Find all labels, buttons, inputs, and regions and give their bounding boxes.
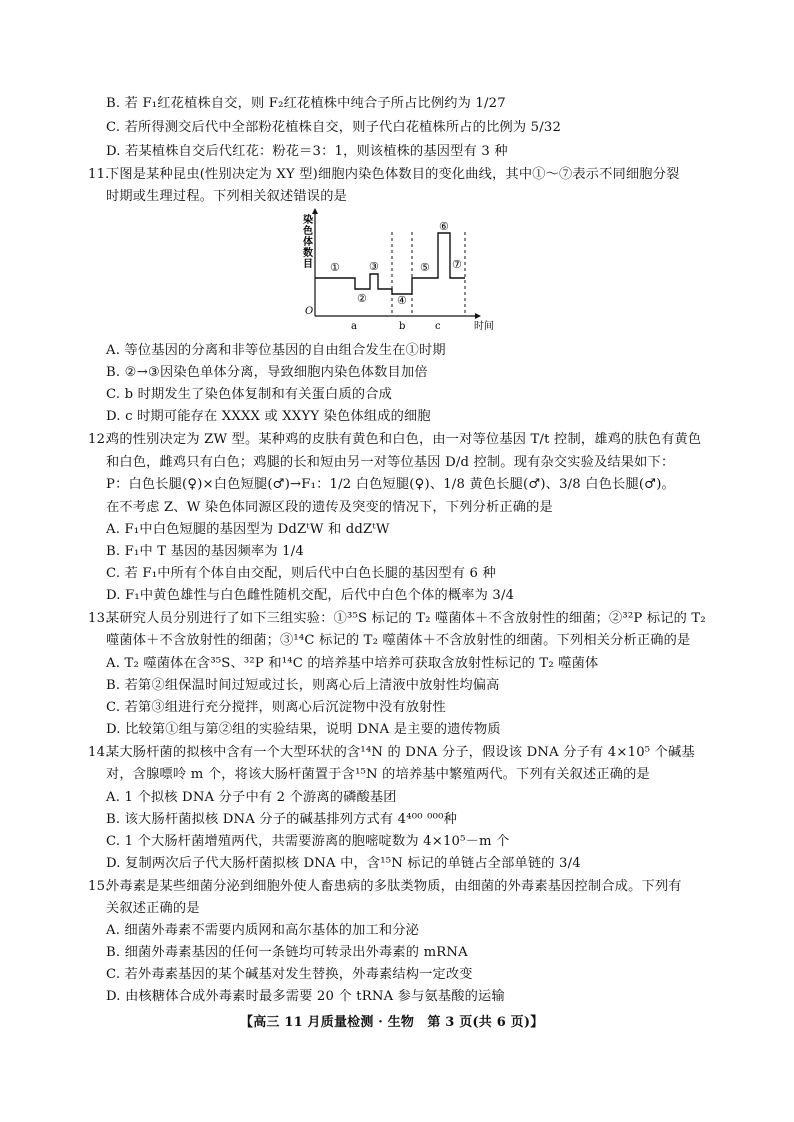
figure-ylabel-5: 目 xyxy=(303,259,313,270)
q10-option-c: C. 若所得测交后代中全部粉花植株自交，则子代白花植株所占的比例为 5/32 xyxy=(106,120,562,135)
q15-option-c: C. 若外毒素基因的某个碱基对发生替换，外毒素结构一定改变 xyxy=(106,967,473,982)
q14-option-a: A. 1 个拟核 DNA 分子中有 2 个游离的磷酸基团 xyxy=(106,790,397,805)
q12-option-b: B. F₁中 T 基因的基因频率为 1/4 xyxy=(106,544,304,559)
x-axis-arrow xyxy=(475,313,481,319)
chromosome-count-figure xyxy=(300,208,500,333)
q11-option-d: D. c 时期可能存在 XXXX 或 XXYY 染色体组成的细胞 xyxy=(106,409,431,424)
q13-number: 13. xyxy=(88,611,110,626)
q12-stem-3: P：白色长腿(♀)×白色短腿(♂)→F₁：1/2 白色短腿(♀)、1/8 黄色长腿(♂)、3/8 白色长腿(♂)。 xyxy=(106,477,675,492)
stage-label-6: ⑥ xyxy=(439,220,449,233)
q13-option-d: D. 比较第①组与第②组的实验结果，说明 DNA 是主要的遗传物质 xyxy=(106,722,501,737)
q12-stem-4: 在不考虑 Z、W 染色体同源区段的遗传及突变的情况下，下列分析正确的是 xyxy=(106,500,553,515)
q11-number: 11. xyxy=(88,167,110,182)
q10-option-b: B. 若 F₁红花植株自交，则 F₂红花植株中纯合子所占比例约为 1/27 xyxy=(106,96,506,111)
stage-label-7: ⑦ xyxy=(452,258,462,271)
q11-option-c: C. b 时期发生了染色体复制和有关蛋白质的合成 xyxy=(106,387,392,402)
stage-label-2: ② xyxy=(357,292,367,305)
q15-number: 15. xyxy=(88,879,110,894)
period-label-a: a xyxy=(351,321,357,332)
q13-stem-1: 某研究人员分别进行了如下三组实验：①³⁵S 标记的 T₂ 噬菌体＋不含放射性的细菌；②³²P 标记的 T₂ xyxy=(106,611,706,626)
stage-label-1: ① xyxy=(330,261,340,274)
q15-option-d: D. 由核糖体合成外毒素时最多需要 20 个 tRNA 参与氨基酸的运输 xyxy=(106,989,505,1004)
q14-stem-2: 对，含腺嘌呤 m 个，将该大肠杆菌置于含¹⁵N 的培养基中繁殖两代。下列有关叙述正确的是 xyxy=(106,767,650,782)
q10-option-d: D. 若某植株自交后代红花：粉花＝3：1，则该植株的基因型有 3 种 xyxy=(106,144,508,159)
page-footer: 【高三 11 月质量检测 · 生物 第 3 页(共 6 页)】 xyxy=(240,1015,544,1030)
figure-ylabel-2: 色 xyxy=(303,226,313,237)
figure-ylabel-1: 染 xyxy=(303,215,313,226)
q13-option-b: B. 若第②组保温时间过短或过长，则离心后上清液中放射性均偏高 xyxy=(106,678,500,693)
q12-option-c: C. 若 F₁中所有个体自由交配，则后代中白色长腿的基因型有 6 种 xyxy=(106,566,496,581)
stage-label-4: ④ xyxy=(397,294,407,307)
q13-option-a: A. T₂ 噬菌体在含³⁵S、³²P 和¹⁴C 的培养基中培养可获取含放射性标记的 T₂ 噬菌体 xyxy=(106,656,599,671)
q12-stem-2: 和白色，雌鸡只有白色；鸡腿的长和短由另一对等位基因 D/d 控制。现有杂交实验及结果如下： xyxy=(106,455,675,470)
q11-stem-2: 时期或生理过程。下列相关叙述错误的是 xyxy=(106,189,347,204)
period-label-c: c xyxy=(435,321,441,332)
y-axis-arrow xyxy=(312,208,318,214)
q14-option-d: D. 复制两次后子代大肠杆菌拟核 DNA 中，含¹⁵N 标记的单链占全部单链的 3/4 xyxy=(106,856,581,871)
q15-option-b: B. 细菌外毒素基因的任何一条链均可转录出外毒素的 mRNA xyxy=(106,945,468,960)
q14-option-b: B. 该大肠杆菌拟核 DNA 分子的碱基排列方式有 4⁴⁰⁰ ⁰⁰⁰种 xyxy=(106,812,457,827)
q13-stem-2: 噬菌体＋不含放射性的细菌；③¹⁴C 标记的 T₂ 噬菌体＋不含放射性的细菌。下列相关分析正确的是 xyxy=(106,633,691,648)
q11-stem-1: 下图是某种昆虫(性别决定为 XY 型)细胞内染色体数目的变化曲线，其中①～⑦表示不同细胞分裂 xyxy=(106,167,680,182)
q15-stem-1: 外毒素是某些细菌分泌到细胞外使人畜患病的多肽类物质，由细菌的外毒素基因控制合成。下列有 xyxy=(106,879,682,894)
q11-option-a: A. 等位基因的分离和非等位基因的自由组合发生在①时期 xyxy=(106,343,446,358)
q12-stem-1: 鸡的性别决定为 ZW 型。某种鸡的皮肤有黄色和白色，由一对等位基因 T/t 控制，雄鸡的肤色有黄色 xyxy=(106,432,702,447)
stage-label-5: ⑤ xyxy=(420,261,430,274)
q13-option-c: C. 若第③组进行充分搅拌，则离心后沉淀物中没有放射性 xyxy=(106,700,446,715)
q15-option-a: A. 细菌外毒素不需要内质网和高尔基体的加工和分泌 xyxy=(106,923,420,938)
period-label-b: b xyxy=(399,321,406,332)
q12-option-a: A. F₁中白色短腿的基因型为 DdZᵗW 和 ddZᵗW xyxy=(106,522,390,537)
figure-xlabel: 时间 xyxy=(474,321,494,332)
q12-number: 12. xyxy=(88,432,110,447)
figure-ylabel-3: 体 xyxy=(303,237,313,248)
q14-option-c: C. 1 个大肠杆菌增殖两代，共需要游离的胞嘧啶数为 4×10⁵－m 个 xyxy=(106,834,510,849)
q11-option-b: B. ②→③因染色单体分离，导致细胞内染色体数目加倍 xyxy=(106,365,428,380)
figure-origin: O xyxy=(305,306,314,317)
q14-number: 14. xyxy=(88,745,110,760)
q12-option-d: D. F₁中黄色雄性与白色雌性随机交配，后代中白色个体的概率为 3/4 xyxy=(106,588,515,603)
stage-label-3: ③ xyxy=(369,260,379,273)
figure-ylabel-4: 数 xyxy=(303,248,313,259)
q14-stem-1: 某大肠杆菌的拟核中含有一个大型环状的含¹⁴N 的 DNA 分子，假设该 DNA 分子有 4×10⁵ 个碱基 xyxy=(106,745,695,760)
q15-stem-2: 关叙述正确的是 xyxy=(106,901,200,916)
